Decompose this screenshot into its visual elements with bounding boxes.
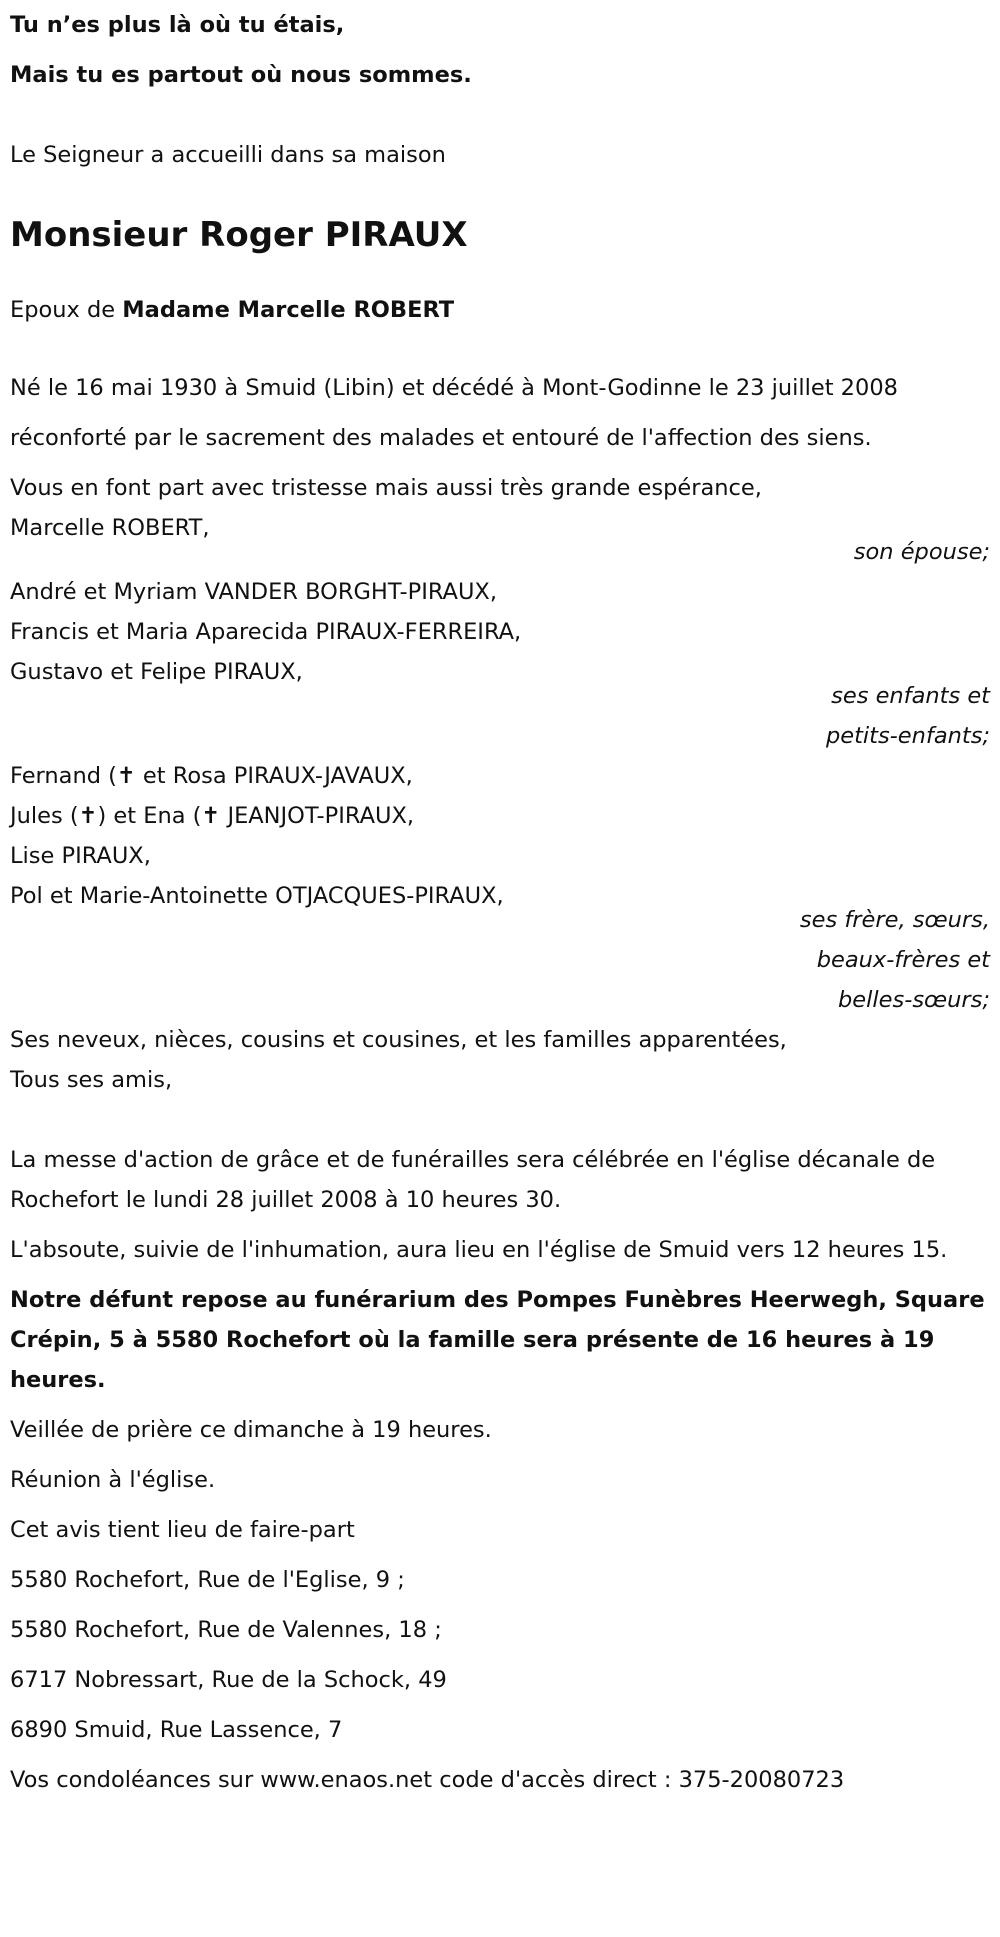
- family-name: Pol et Marie-Antoinette OTJACQUES-PIRAUX,: [10, 883, 504, 909]
- meeting-info: Réunion à l'église.: [10, 1467, 216, 1493]
- family-name: Fernand (✝ et Rosa PIRAUX-JAVAUX,: [10, 763, 413, 789]
- condolences-link[interactable]: Vos condoléances sur www.enaos.net code d'accès direct : 375-20080723: [10, 1767, 845, 1793]
- family-name: André et Myriam VANDER BORGHT-PIRAUX,: [10, 579, 497, 605]
- epigraph-line: Mais tu es partout où nous sommes.: [10, 62, 472, 88]
- absoute-info: L'absoute, suivie de l'inhumation, aura lieu en l'église de Smuid vers 12 heures 15.: [10, 1237, 948, 1263]
- vigil-info: Veillée de prière ce dimanche à 19 heures.: [10, 1417, 492, 1443]
- spouse-name: Madame Marcelle ROBERT: [122, 297, 455, 323]
- intro: Le Seigneur a accueilli dans sa maison: [10, 142, 446, 168]
- relation-line: petits-enfants;: [825, 723, 990, 749]
- relation-line: belles-sœurs;: [838, 987, 990, 1013]
- spouse-prefix: Epoux de: [10, 297, 123, 323]
- family-name: Lise PIRAUX,: [10, 843, 151, 869]
- address: 6890 Smuid, Rue Lassence, 7: [10, 1717, 343, 1743]
- comfort: réconforté par le sacrement des malades et entouré de l'affection des siens.: [10, 425, 872, 451]
- announce: Vous en font part avec tristesse mais aussi très grande espérance,: [10, 475, 762, 501]
- address: 5580 Rochefort, Rue de Valennes, 18 ;: [10, 1617, 442, 1643]
- others: Tous ses amis,: [10, 1067, 173, 1093]
- family-name: Jules (✝) et Ena (✝ JEANJOT-PIRAUX,: [10, 803, 415, 829]
- epigraph-line: Tu n’es plus là où tu étais,: [10, 12, 345, 38]
- family-name: Gustavo et Felipe PIRAUX,: [10, 659, 303, 685]
- relation: son épouse;: [853, 539, 990, 565]
- others: Ses neveux, nièces, cousins et cousines, et les familles apparentées,: [10, 1027, 787, 1053]
- mass-info: La messe d'action de grâce et de funérailles sera célébrée en l'église décanale de Rochefort le lundi 28 juillet 2008 à 10 heures 30.: [10, 1147, 936, 1213]
- spouse-line: [10, 290, 990, 330]
- relation-line: beaux-frères et: [816, 947, 990, 973]
- birth-death: Né le 16 mai 1930 à Smuid (Libin) et décédé à Mont-Godinne le 23 juillet 2008: [10, 375, 898, 401]
- address: 6717 Nobressart, Rue de la Schock, 49: [10, 1667, 447, 1693]
- family-name: Marcelle ROBERT,: [10, 515, 210, 541]
- address: 5580 Rochefort, Rue de l'Eglise, 9 ;: [10, 1567, 405, 1593]
- relation: [10, 900, 990, 1020]
- relation-line: ses enfants et: [831, 683, 990, 709]
- family-name: Francis et Maria Aparecida PIRAUX-FERREIRA,: [10, 619, 522, 645]
- deceased-name: Monsieur Roger PIRAUX: [10, 215, 468, 255]
- relation-line: ses frère, sœurs,: [799, 907, 990, 933]
- funerarium-info: Notre défunt repose au funérarium des Pompes Funèbres Heerwegh, Square Crépin, 5 à 5580 Rochefort où la famille sera présente de 16 heures à 19 heures.: [10, 1287, 985, 1393]
- notice: Cet avis tient lieu de faire-part: [10, 1517, 355, 1543]
